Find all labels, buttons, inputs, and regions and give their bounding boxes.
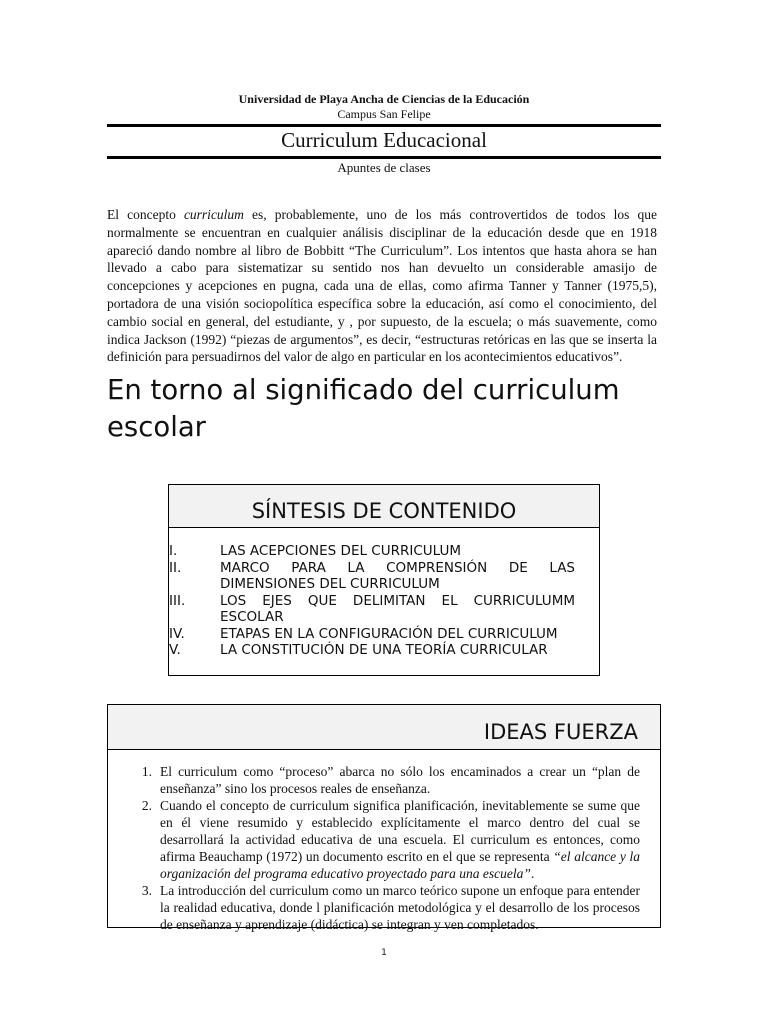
ideas-box [107,704,661,932]
campus-name: Campus San Felipe [337,107,431,121]
top-rule [107,124,661,127]
synthesis-item [169,642,601,659]
synthesis-item-text: MARCO PARA LA COMPRENSIÓN DE LAS DIMENSIONES DEL CURRICULUM [220,559,575,592]
synthesis-item [169,560,601,593]
intro-emphasis: curriculum [183,207,244,222]
synthesis-list [169,543,601,659]
idea-item-text: La introducción del curriculum como un marco teórico supone un enfoque para entender la realidad educativa, donde l planificación metodológica y el desarrollo de los procesos de enseñanza y aprendizaje (didáctica) se integran y ven completados. [160,883,640,932]
idea-item-quote: “el alcance y la organización del programa educativo proyectado para una escuela” [160,849,640,881]
synthesis-item [169,626,601,643]
synthesis-item-text: LAS ACEPCIONES DEL CURRICULUM [220,543,462,559]
synthesis-item-number: V. [169,642,181,658]
synthesis-item-number: I. [169,543,178,559]
idea-item [108,763,662,797]
synthesis-title: SÍNTESIS DE CONTENIDO [169,485,599,528]
page-number: 1 [381,948,387,958]
section-heading: En torno al significado del curriculum escolar [107,374,620,443]
synthesis-item-text: ETAPAS EN LA CONFIGURACIÓN DEL CURRICULUM [220,625,558,642]
idea-item-number: 1. [141,764,152,779]
synthesis-item [169,543,601,560]
ideas-list [108,763,662,933]
idea-item [108,797,662,882]
idea-item [108,882,662,933]
synthesis-item-text: LOS EJES QUE DELIMITAN EL CURRICULUMM ESCOLAR [220,592,575,625]
synthesis-item-number: IV. [169,625,185,642]
intro-paragraph [107,206,657,366]
idea-item-text: Cuando el concepto de curriculum significa planificación, inevitablemente se sume que en él viene resumido y establecido explícitamente el marco dentro del cual se desarrollará la actividad educativa de una escuela. El curriculum es entonces, como afirma Beauchamp (1972) un documento escrito en el que se representa [160,798,640,864]
institution-name: Universidad de Playa Ancha de Ciencias de la Educación [238,92,530,106]
ideas-title: IDEAS FUERZA [108,705,660,750]
idea-item-number: 2. [141,798,152,813]
synthesis-box [168,484,600,676]
idea-item-number: 3. [141,883,152,898]
course-title: Curriculum Educacional [281,128,487,152]
idea-item-text-end: . [530,866,535,881]
intro-text-rest: es, probablemente, uno de los más controvertidos de todos los que normalmente se encuentran en cualquier análisis disciplinar de la educación desde que en 1918 apareció dando nombre al libro de Bobbitt “The Curriculum”. Los intentos que hasta ahora se han llevado a cabo para sistematizar su sentido nos han devuelto un considerable amasijo de concepciones y acepciones en pugna, cada una de ellas, como afirma Tanner y Tanner (1975,5), portadora de una visión sociopolítica específica sobre la educación, así como el conocimiento, del cambio social en general, del estudiante, y , por supuesto, de la escuela; o más suavemente, como indica Jackson (1992) “piezas de argumentos”, es decir, “estructuras retóricas en las que se inserta la definición para persuadirnos del valor de algo en particular en los acontecimientos educativos”. [107,207,657,365]
synthesis-item-number: III. [169,592,186,609]
synthesis-item [169,593,601,626]
intro-text-start: El concepto [107,207,184,222]
document-subtitle: Apuntes de clases [337,160,431,175]
bottom-rule [107,156,661,159]
synthesis-item-number: II. [169,559,182,576]
idea-item-text: El curriculum como “proceso” abarca no sólo los encaminados a crear un “plan de enseñanza” sino los procesos reales de enseñanza. [160,764,640,796]
synthesis-item-text: LA CONSTITUCIÓN DE UNA TEORÍA CURRICULAR [220,642,548,658]
